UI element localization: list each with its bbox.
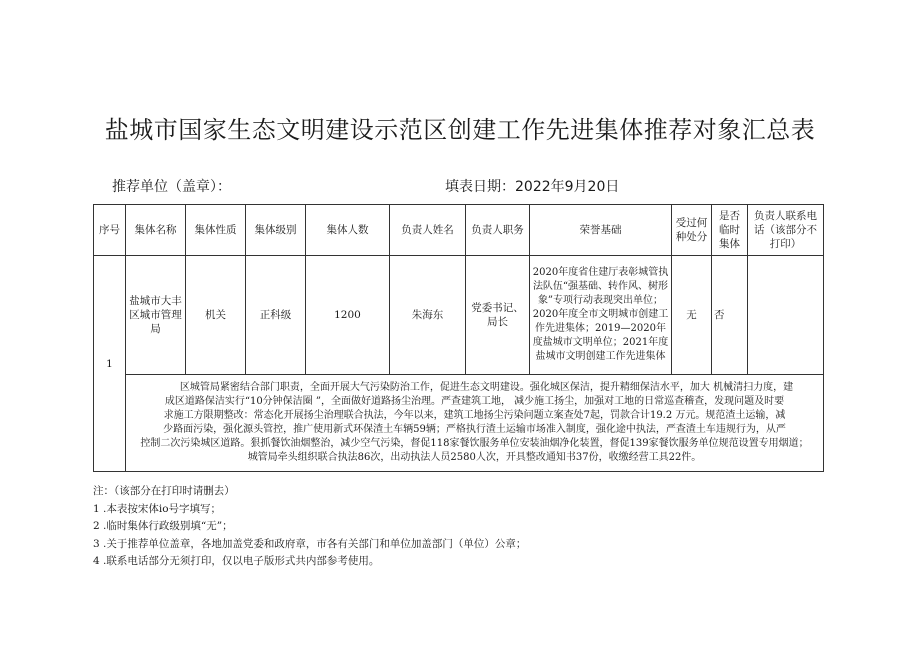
deeds-narrative (126, 375, 824, 472)
narrative-line: 少路面污染，强化源头管控，推广使用新式环保渣土车辆59辆；严格执行渣土运输市场准入制度，强化途中执法，严查渣土车违规行为，从严 (163, 424, 786, 435)
header-cell: 负责人职务 (466, 205, 530, 256)
leader-name: 朱海东 (390, 256, 466, 375)
contact-phone (748, 256, 824, 375)
note-line: 注：（该部分在打印时请删去） (93, 485, 235, 497)
temporary-collective: 否 (712, 256, 748, 375)
narrative-line: 成区道路保洁实行“10分钟保洁圈 ”，全面做好道路扬尘治理。严查建筑工地， 减少施工扬尘，加强对工地的日常巡查稽查，发现问题及时要 (164, 396, 785, 407)
header-cell: 集体级别 (246, 205, 306, 256)
narrative-line: 求施工方限期整改：常态化开展扬尘治理联合执法，今年以来，建筑工地扬尘污染问题立案查处7起，罚款合计19.2 万元。规范渣土运输，减 (163, 410, 786, 421)
narrative-row (94, 375, 824, 472)
header-cell: 负责人姓名 (390, 205, 466, 256)
header-cell: 是否临时集体 (712, 205, 748, 256)
collective-nature: 机关 (186, 256, 246, 375)
header-cell: 受过何种处分 (672, 205, 712, 256)
summary-table (93, 204, 824, 472)
narrative-line: 控制二次污染城区道路。狠抓餐饮油烟整治，减少空气污染，督促118家餐饮服务单位安装油烟净化装置，督促139家餐饮服务单位规范设置专用烟道； (140, 438, 809, 449)
collective-name: 盐城市大丰区城市管理局 (126, 256, 186, 375)
notes (93, 483, 526, 571)
header-cell: 集体人数 (306, 205, 390, 256)
fill-date: 填表日期：2022年9月20日 (445, 179, 620, 195)
leader-position: 党委书记、局长 (466, 256, 530, 375)
note-line: 4 .联系电话部分无须打印，仅以电子版形式共内部参考使用。 (93, 555, 380, 567)
note-line: 1 .本表按宋体io号字填写； (93, 502, 222, 515)
table-row (94, 256, 824, 375)
collective-count: 1200 (306, 256, 390, 375)
narrative-line: 区城管局紧密结合部门职责，全面开展大气污染防治工作，促进生态文明建设。强化城区保洁，提升精细保洁水平，加大 机械清扫力度，建 (179, 382, 794, 393)
narrative-line: 城管局牵头组织联合执法86次，出动执法人员2580人次，开具整改通知书37份，收缴经营工具22件。 (247, 452, 702, 463)
note-line: 2 .临时集体行政级别填“无”； (93, 520, 233, 532)
page-title: 盐城市国家生态文明建设示范区创建工作先进集体推荐对象汇总表 (104, 116, 816, 144)
recommender-label: 推荐单位（盖章）： (112, 179, 231, 195)
header-cell: 负责人联系电话（该部分不打印） (748, 205, 824, 256)
collective-level: 正科级 (246, 256, 306, 375)
row-index: 1 (94, 256, 126, 472)
header-cell: 集体名称 (126, 205, 186, 256)
table-header-row (94, 205, 824, 256)
header-cell: 荣誉基础 (530, 205, 672, 256)
header-cell: 集体性质 (186, 205, 246, 256)
header-cell: 序号 (94, 205, 126, 256)
honor-basis: 2020年度省住建厅表彰城管执法队伍“强基础、转作风、树形象”专项行动表现突出单位；2020年度全市文明城市创建工作先进集体；2019—2020年度盐城市文明单位；2021年度盐城市文明创建工作先进集体 (530, 256, 672, 375)
note-line: 3 .关于推荐单位盖章，各地加盖党委和政府章，市各有关部门和单位加盖部门（单位）公章； (93, 537, 527, 550)
punishment: 无 (672, 256, 712, 375)
